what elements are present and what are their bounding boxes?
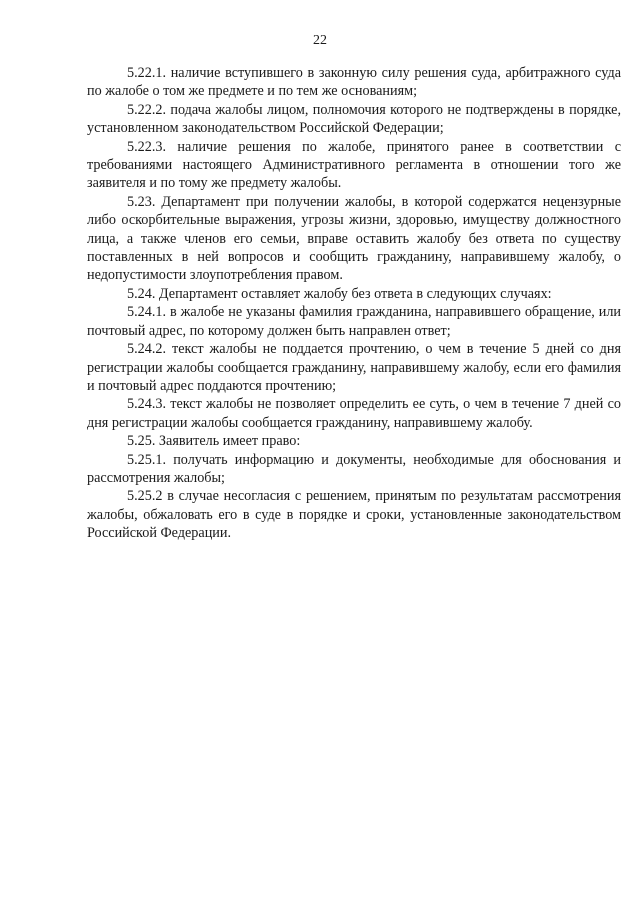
paragraph-5-24-1: 5.24.1. в жалобе не указаны фамилия гражданина, направившего обращение, или почтовый адрес, по которому должен быть направлен ответ; — [87, 304, 621, 339]
paragraph-5-22-3: 5.22.3. наличие решения по жалобе, принятого ранее в соответствии с требованиями настоящего Административного регламента в отношении того же заявителя и по тому же предмету жалобы. — [87, 138, 621, 192]
document-body — [87, 64, 621, 543]
paragraph-5-24-3: 5.24.3. текст жалобы не позволяет определить ее суть, о чем в течение 7 дней со дня регистрации жалобы сообщается гражданину, направившему жалобу. — [87, 396, 621, 431]
paragraph-5-25: 5.25. Заявитель имеет право: — [127, 433, 301, 450]
page-number: 22 — [313, 33, 327, 48]
paragraph-5-24: 5.24. Департамент оставляет жалобу без ответа в следующих случаях: — [127, 285, 552, 302]
paragraph-5-23: 5.23. Департамент при получении жалобы, в которой содержатся нецензурные либо оскорбительные выражения, угрозы жизни, здоровью, имуществу должностного лица, а также членов его семьи, вправе оставить жалобу без ответа по существу поставленных в ней вопросов и сообщить гражданину, направившему жалобу, о недопустимости злоупотребления правом. — [87, 193, 621, 284]
paragraph-5-25-2: 5.25.2 в случае несогласия с решением, принятым по результатам рассмотрения жалобы, обжаловать его в суде в порядке и сроки, установленные законодательством Российской Федерации. — [87, 488, 621, 542]
paragraph-5-25-1: 5.25.1. получать информацию и документы, необходимые для обоснования и рассмотрения жалобы; — [87, 451, 621, 486]
paragraph-5-22-2: 5.22.2. подача жалобы лицом, полномочия которого не подтверждены в порядке, установленном законодательством Российской Федерации; — [87, 101, 621, 137]
paragraph-5-24-2: 5.24.2. текст жалобы не поддается прочтению, о чем в течение 5 дней со дня регистрации жалобы сообщается гражданину, направившему жалобу, если его фамилия и почтовый адрес поддаются прочтению; — [87, 341, 621, 394]
paragraph-5-22-1: 5.22.1. наличие вступившего в законную силу решения суда, арбитражного суда по жалобе о том же предмете и по тем же основаниям; — [87, 65, 621, 100]
